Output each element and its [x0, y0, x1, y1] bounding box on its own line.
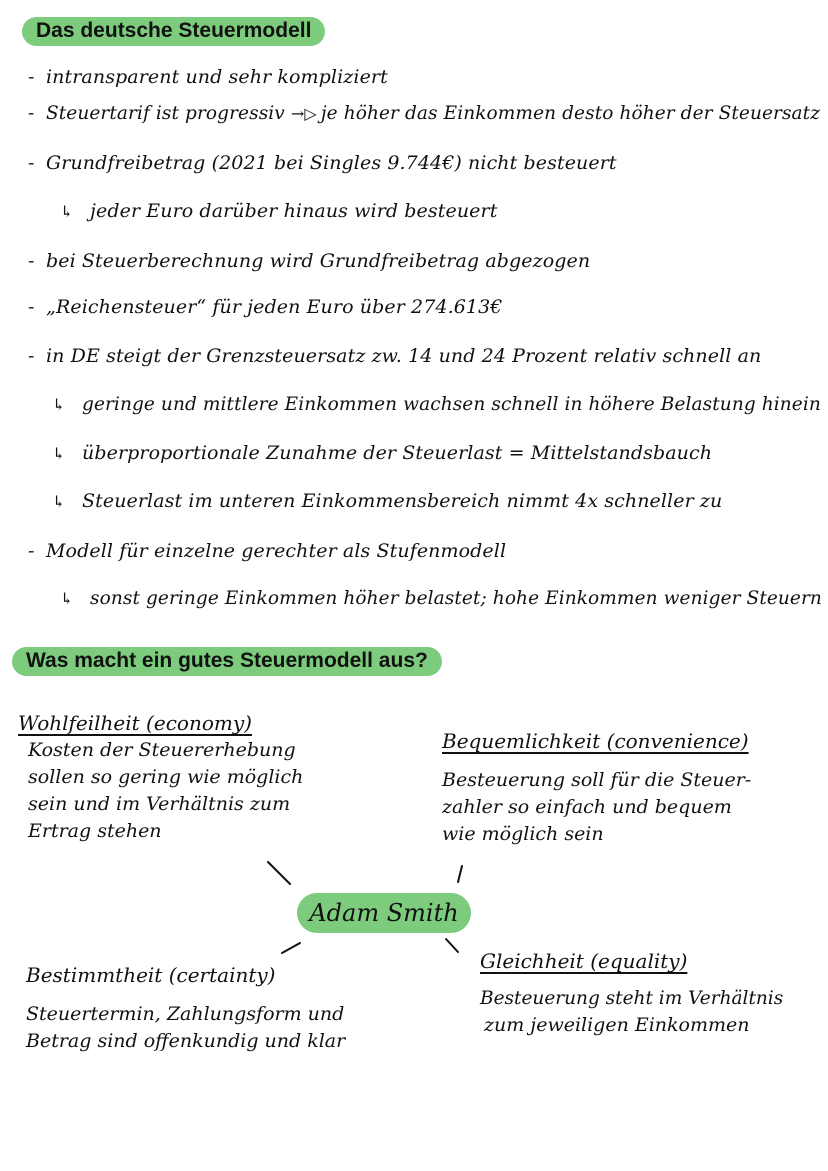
- center-adam-smith: Adam Smith: [297, 893, 471, 933]
- principle-line: zahler so einfach und bequem: [442, 796, 732, 818]
- principle-certainty: [26, 962, 345, 1055]
- connector-certainty: [282, 943, 300, 953]
- principle-line: Kosten der Steuererhebung: [28, 739, 296, 761]
- list-item: - intransparent und sehr kompliziert: [28, 66, 388, 88]
- principle-line: sein und im Verhältnis zum: [28, 793, 291, 815]
- item-text: Steuerlast im unteren Einkommensbereich nimmt 4x schneller zu: [82, 490, 723, 512]
- principle-convenience: [442, 728, 751, 848]
- list-item: - bei Steuerberechnung wird Grundfreibetrag abgezogen: [28, 250, 591, 272]
- item-text: Steuertarif ist progressiv: [46, 103, 285, 124]
- item-text: überproportionale Zunahme der Steuerlast = Mittelstandsbauch: [82, 442, 713, 464]
- connector-economy: [268, 862, 290, 884]
- principle-line: Ertrag stehen: [28, 820, 162, 842]
- item-text: in DE steigt der Grenzsteuersatz zw. 14 und 24 Prozent relativ schnell an: [46, 345, 762, 367]
- item-text: „Reichensteuer“ für jeden Euro über 274.613€: [46, 296, 503, 318]
- arrow-sub-icon: ↳: [52, 444, 66, 463]
- principle-title: Wohlfeilheit (economy): [18, 711, 252, 735]
- connector-equality: [446, 939, 458, 952]
- principle-line: zum jeweiligen Einkommen: [484, 1014, 750, 1036]
- connector-convenience: [458, 866, 462, 882]
- principle-line: Betrag sind offenkundig und klar: [26, 1030, 346, 1052]
- principle-equality: [480, 948, 783, 1039]
- item-text: geringe und mittlere Einkommen wachsen schnell in höhere Belastung hinein: [82, 394, 821, 415]
- list-item: - Steuertarif ist progressiv →▷ je höher das Einkommen desto höher der Steuersatz: [28, 103, 821, 124]
- list-item: - Modell für einzelne gerechter als Stufenmodell: [28, 540, 507, 562]
- principle-line: wie möglich sein: [442, 823, 604, 845]
- arrow-right-icon: →▷: [290, 104, 317, 123]
- section-heading-gutes-steuermodell: Was macht ein gutes Steuermodell aus?: [12, 647, 442, 676]
- principle-line: sollen so gering wie möglich: [28, 766, 304, 788]
- principle-line: Besteuerung steht im Verhältnis: [480, 988, 784, 1009]
- item-text: Grundfreibetrag (2021 bei Singles 9.744€) nicht besteuert: [46, 152, 617, 174]
- list-item: - „Reichensteuer“ für jeden Euro über 274.613€: [28, 296, 503, 318]
- list-item: - in DE steigt der Grenzsteuersatz zw. 14 und 24 Prozent relativ schnell an: [28, 345, 762, 367]
- item-text: bei Steuerberechnung wird Grundfreibetrag abgezogen: [46, 250, 591, 272]
- principle-title: Bestimmtheit (certainty): [26, 963, 276, 987]
- principle-line: Steuertermin, Zahlungsform und: [26, 1003, 345, 1025]
- item-text: Modell für einzelne gerechter als Stufenmodell: [46, 540, 507, 562]
- principle-title: Gleichheit (equality): [480, 949, 688, 973]
- principle-line: Besteuerung soll für die Steuer-: [442, 769, 752, 791]
- item-text: sonst geringe Einkommen höher belastet; hohe Einkommen weniger Steuern: [90, 588, 822, 609]
- arrow-sub-icon: ↳: [60, 202, 74, 221]
- arrow-sub-icon: ↳: [52, 492, 66, 511]
- item-text: intransparent und sehr kompliziert: [46, 66, 388, 88]
- principle-economy: [20, 710, 303, 845]
- item-text: jeder Euro darüber hinaus wird besteuert: [90, 200, 498, 222]
- list-item: - Grundfreibetrag (2021 bei Singles 9.744€) nicht besteuert: [28, 152, 617, 174]
- item-text-continued: je höher das Einkommen desto höher der Steuersatz: [320, 103, 821, 124]
- section-heading-steuermodell: Das deutsche Steuermodell: [22, 17, 325, 46]
- principle-title: Bequemlichkeit (convenience): [442, 729, 749, 753]
- arrow-sub-icon: ↳: [60, 589, 74, 608]
- arrow-sub-icon: ↳: [52, 395, 66, 414]
